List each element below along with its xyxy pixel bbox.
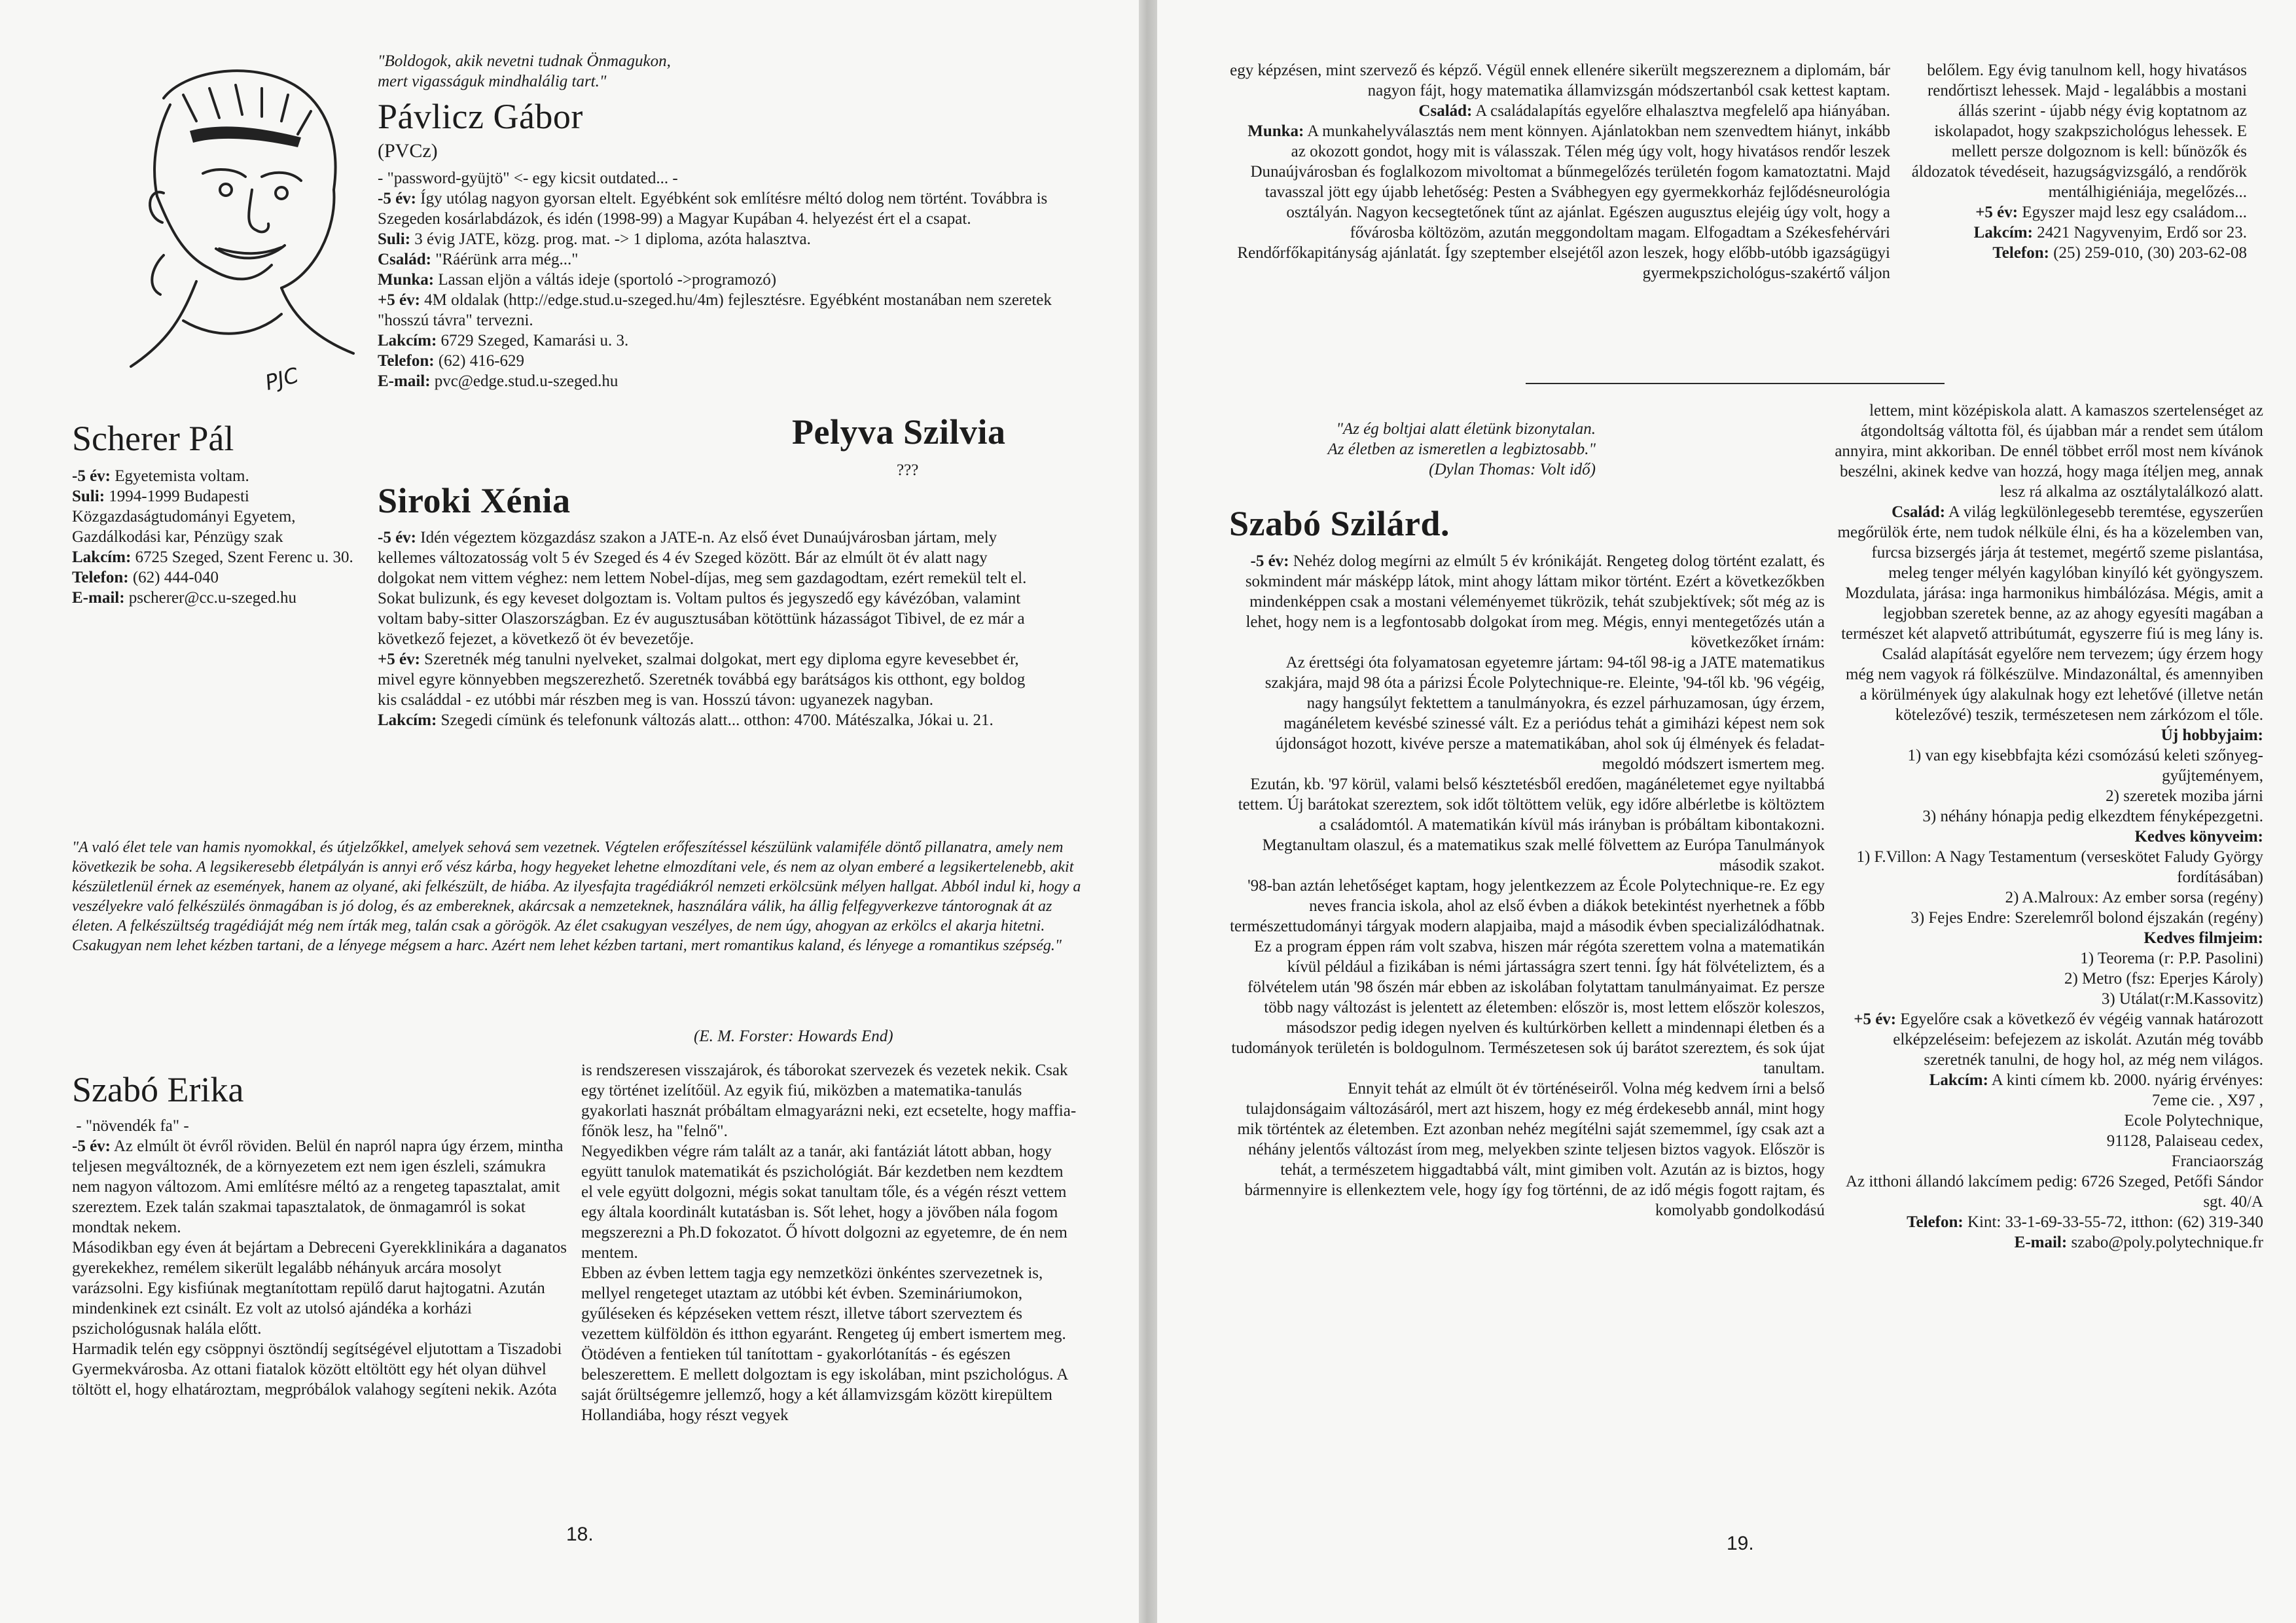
bio-line <box>1229 1079 1829 1160</box>
bio-line <box>1835 644 2268 725</box>
field-text: 1) van egy kisebbfajta kézi csomózású keleti szőnyeg-gyűjteményem, <box>1899 747 2263 785</box>
bio-line <box>1835 502 2268 644</box>
page-number: 19. <box>1727 1533 1754 1554</box>
field-text: tehát, a természetem higgadtabbá vált, mint gimiben volt. Azután az is biztos, hogy bármennyire is ellenkeztem vele, hogy így fog történni, de az idő mégis fogott rajtam, és komolyabb gondolkodású <box>1244 1161 1829 1219</box>
field-label: +5 év: <box>1975 204 2018 221</box>
bio-line <box>1907 223 2247 243</box>
field-text: 7eme cie. , X97 , <box>2135 1092 2263 1109</box>
bio-line <box>1229 101 1890 121</box>
bio-line <box>72 486 353 547</box>
bio-line <box>1835 1151 2263 1171</box>
bio-line <box>1835 928 2263 948</box>
bio-line <box>378 351 1052 371</box>
bio-line <box>378 710 1045 730</box>
forster-source: (E. M. Forster: Howards End) <box>694 1027 893 1045</box>
bio-line <box>1229 855 1825 876</box>
quote-line: mert vigasságuk mindhalálig tart." <box>378 73 607 90</box>
field-text: Harmadik telén egy csöppnyi ösztöndíj segítségével eljutottam a Tiszadobi Gyermekvárosba. Az ottani fiatalok között eltöltött egy hét olyan dühvel töltött el, hogy elhatároztam, megpróbálok valahogy segíteni nekik. Azóta <box>72 1340 566 1399</box>
bio-line <box>1229 652 1829 774</box>
bio-line <box>1835 969 2263 989</box>
bio-line <box>1835 745 2263 786</box>
field-text: Az érettségi óta folyamatosan egyetemre jártam: 94-től 98-ig a JATE matematikus szakjára, majd 98 óta a párizsi École Polytechnique-re. Eleinte, '94-től kb. '96 végéig, nagy hangsúlyt fektettem a tanulmányokra, és ezzel párhuzamosan, úgy érzem, magánéletem kevésbé szinessé vált. Ez a periódus tehát a gimiházi képest nem sok újdonságot hozott, kivéve persze a matematikában, ahol sok új élmények és feladat-megoldó módszert ismertem meg. <box>1265 654 1829 773</box>
field-label: -5 év: <box>72 467 111 485</box>
bio-line <box>1835 806 2263 827</box>
field-text: - "password-gyüjtö" <- egy kicsit outdated... - <box>378 169 678 187</box>
field-label: Telefon: <box>1907 1213 1964 1231</box>
bio-line <box>1229 121 1895 283</box>
field-label: Család: <box>1418 102 1473 120</box>
field-text: 1) Teorema (r: P.P. Pasolini) <box>2072 950 2263 967</box>
scherer-name: Scherer Pál <box>72 419 234 458</box>
bio-line <box>378 229 1052 249</box>
field-text: Így utólag nagyon gyorsan eltelt. Egyébként sok említésre méltó dolog nem történt. Továbbra is Szegeden kosárlabdázok, és idén (1998-99) a Magyar Kupában 4. helyezést ért el a csapat. <box>378 190 1052 228</box>
quote-line: "Az ég boltjai alatt életünk bizonytalan. <box>1336 420 1596 438</box>
left-page <box>0 0 1139 1623</box>
bio-line <box>1229 1160 1829 1221</box>
field-text: Franciaország <box>2155 1152 2263 1170</box>
bio-line <box>1229 551 1829 632</box>
field-label: Suli: <box>72 488 105 505</box>
bio-line <box>1229 632 1825 652</box>
right-page <box>1157 0 2296 1623</box>
paragraph: Ötödéven a fentieken túl tanítottam - gyakorlótanítás - és egészen beleszerettem. E mellett dolgoztam is egy iskolában, mint pszichológus. A saját őrültségemre jellemző, hogy a két államvizsgám között kirepültem Hollandiába, hogy részt vegyek <box>581 1346 1067 1424</box>
field-label: Lakcím: <box>1929 1071 1988 1089</box>
bio-line <box>378 270 1052 290</box>
field-text: 3) Fejes Endre: Szerelemről bolond éjszakán (regény) <box>1902 909 2263 927</box>
field-text: A munkahelyválasztás nem ment könnyen. Ajánlatokban nem szenvedtem hiányt, inkább az okozott gondot, hogy mit is válasszak. Télen még úgy volt, hogy hivatásos rendőr leszek Dunaújvárosban és foglalkozom mivoltomat a bűnmegelőzés területén fogom kamatoztatni. Majd tavasszal jött egy újabb lehetőség: Pesten a Svábhegyen egy gyermekkorház fejlődésneurológia osztályán. Nagyon kecsegtetőnek tűnt az ajánlat. Egészen augusztus elejéig úgy volt, hogy a fővárosba költözöm, azután meggondoltam magam. Elfogadtam a Székesfehérvári Rendőrfőkapitányság ajánlatát. Így szeptember elsejétől azon leszek, hogy előbb-utóbb igazságügyi gyermekpszichológus-szakértő váljon <box>1237 122 1895 282</box>
field-text: Nehéz dolog megírni az elmúlt 5 év krónikáját. Rengeteg dolog történt ezalatt, és sokmindent már másképp látok, mint ahogy láttam mikor történt. Ezért a következőkben mindenképpen csak a mostani véleményemet tükrözik, tehát szubjektívek; sőt még az is lehet, hogy nem is a legfontosabb dolgokat írom meg. Mégis, ennyi mentegetőzés után a <box>1245 552 1829 631</box>
erika-col1 <box>72 1116 569 1400</box>
field-text: Az itthoni állandó lakcímem pedig: 6726 Szeged, Petőfi Sándor sgt. 40/A <box>1837 1173 2268 1211</box>
field-text: Másodikban egy éven át bejártam a Debreceni Gyerekklinikára a daganatos gyerekekhez, remélem sikerült legalább néhányuk arcára mosolyt varázsolni. Egy kisfiúnak megtanítottam repülő darut hajtogatni. Azután mindenkinek ezt csinált. Ez volt az utolsó ajándéka a korházi pszichológusnak halála előtt. <box>72 1239 571 1338</box>
field-label: Lakcím: <box>378 332 437 349</box>
bio-line <box>72 547 353 567</box>
section-divider <box>1526 383 1945 384</box>
field-text: 2) szeretek moziba járni <box>2097 787 2263 805</box>
field-text: belőlem. Egy évig tanulnom kell, hogy hivatásos rendőrtiszt lehessek. Majd - legalábbis a mostani állás szerint - újabb négy évig koptatnom az iskolapadot, hogy szakpszichológus lehessek. E mellett persze dolgoznom is kell: bűnözők és áldozatok tévedéseit, hazugságvizsgáló, a rendőrök mentálhigiéniája, megelőzés... <box>1911 62 2251 201</box>
bio-line <box>1229 876 1829 1079</box>
bio-line <box>1835 725 2263 745</box>
field-label: Telefon: <box>378 352 435 370</box>
field-text: 1) F.Villon: A Nagy Testamentum (verseskötet Faludy György fordításában) <box>1848 848 2268 886</box>
bio-line <box>1907 243 2247 263</box>
bio-line <box>1835 887 2263 908</box>
field-label: -5 év: <box>378 190 416 207</box>
field-text: 91128, Palaiseau cedex, <box>2090 1132 2263 1150</box>
bio-line <box>1907 202 2247 223</box>
field-text: Egyetemista voltam. <box>111 467 249 485</box>
bio-line <box>378 527 1045 649</box>
field-text: Szegedi címünk és telefonunk változás alatt... otthon: 4700. Mátészalka, Jókai u. 21. <box>437 711 994 729</box>
bio-line <box>378 371 1052 391</box>
caricature-signature: PJC <box>262 363 302 395</box>
field-text: lettem, mint középiskola alatt. A kamaszos szertelenséget az átgondoltság váltotta föl, és újabban már a rendet sem útálom annyira, mint akkoriban. De ennél többet erről most nem kívánok beszélni, akinek kedve van hozzá, hogy maga ítéljen meg, annak lesz rá alkalma az osztálytalálkozó alatt. <box>1835 402 2268 501</box>
field-text: (62) 444-040 <box>128 569 219 586</box>
bio-line <box>378 649 1045 710</box>
pelyva-text: ??? <box>897 461 919 479</box>
bio-line <box>1835 1009 2268 1070</box>
bio-line <box>72 588 353 608</box>
field-text: pscherer@cc.u-szeged.hu <box>124 589 297 607</box>
bio-line <box>378 188 1052 229</box>
pavlicz-quote <box>378 51 744 92</box>
caricature-icon <box>85 59 360 425</box>
field-label: -5 év: <box>1250 552 1289 570</box>
field-label: Lakcím: <box>72 548 132 566</box>
field-text: Szeretnék még tanulni nyelveket, szalmai dolgokat, mert egy diploma egyre kevesebbet ér, mivel egyre könnyebben megszerezhető. Szeretnék továbbá egy barátságos kis otthont, egy boldog kis családdal - ez utóbbi már részben meg is van. Hosszú távon: ugyanezek nagyban. <box>378 651 1030 709</box>
bio-line <box>1835 1131 2263 1151</box>
field-label: Család: <box>1892 503 1946 521</box>
paragraph: Ebben az évben lettem tagja egy nemzetközi önkéntes szervezetnek is, mellyel rengeteget utaztam az utóbbi két évben. Szemináriumokon, gyűléseken és képzéseken vettem részt, illetve tábort szerveztem és vezettem külföldön és itthon egyaránt. Rengeteg új embert ismertem meg. <box>581 1264 1066 1343</box>
field-text: Lassan eljön a váltás ideje (sportoló ->programozó) <box>434 271 777 289</box>
pavlicz-name: Pávlicz Gábor <box>378 97 583 136</box>
field-label: Kedves filmjeim: <box>2144 929 2263 947</box>
quote-line: "Boldogok, akik nevetni tudnak Önmagukon, <box>378 52 671 70</box>
field-text: Kint: 33-1-69-33-55-72, itthon: (62) 319-340 <box>1963 1213 2263 1231</box>
quote-source: (Dylan Thomas: Volt idő) <box>1429 461 1596 478</box>
field-text: 2) A.Malroux: Az ember sorsa (regény) <box>1997 889 2263 906</box>
bio-line <box>1835 908 2263 928</box>
field-text: 4M oldalak (http://edge.stud.u-szeged.hu/4m) fejlesztésre. Egyébként mostanában nem szeretek "hosszú távra" tervezni. <box>378 291 1056 329</box>
field-text: egy képzésen, mint szervező és képző. Végül ennek ellenére sikerült megszereznem a diplomám, bár nagyon fájt, hogy matematika államvizsgán módszertanból csak kettest kaptam. <box>1230 62 1895 99</box>
field-text: szabo@poly.polytechnique.fr <box>2067 1234 2263 1251</box>
pavlicz-nick: (PVCz) <box>378 140 438 162</box>
field-text: A kinti címem kb. 2000. nyárig érvényes: <box>1988 1071 2263 1089</box>
field-label: -5 év: <box>378 529 416 546</box>
field-text: következőket írnám: <box>1691 633 1825 651</box>
bio-line <box>1835 1232 2263 1253</box>
bio-line <box>1229 60 1895 101</box>
szilard-name: Szabó Szilárd. <box>1229 504 1450 543</box>
field-label: +5 év: <box>378 651 420 668</box>
field-text: Ennyit tehát az elmúlt öt év történéseiről. Volna még kedvem írni a belső tulajdonságaim változásáról, mert azt hiszem, hogy ez még érdekesebb annál, mint hogy mik történtek az életemben. Ezt azonban nehéz megítélni saját szememmel, így csak azt a néhány jelentős változást írom meg, melyekben szinte teljesen biztos vagyok. Először is <box>1237 1080 1829 1158</box>
page-number: 18. <box>566 1524 594 1545</box>
scherer-bio <box>72 466 353 608</box>
field-label: +5 év: <box>378 291 420 309</box>
field-label: +5 év: <box>1854 1010 1897 1028</box>
bio-line <box>1835 1212 2263 1232</box>
szilard-col1 <box>1229 551 1829 1221</box>
field-label: E-mail: <box>2014 1234 2068 1251</box>
field-text: A családalapítás egyelőre elhalasztva megfelelő apa hiányában. <box>1472 102 1890 120</box>
erika-col2 <box>581 1060 1079 1425</box>
field-label: Lakcím: <box>1973 224 2033 241</box>
field-text: Egyszer majd lesz egy családom... <box>2018 204 2247 221</box>
erika-continued-col1 <box>1229 60 1895 283</box>
bio-line <box>1835 827 2263 847</box>
quote-line: Az életben az ismeretlen a legbiztosabb." <box>1327 440 1596 458</box>
field-text: 1994-1999 Budapesti Közgazdaságtudományi Egyetem, Gazdálkodási kar, Pénzügy szak <box>72 488 300 546</box>
field-label: E-mail: <box>72 589 125 607</box>
caricature-drawing <box>85 59 360 425</box>
bio-line <box>1835 989 2263 1009</box>
field-text: Ezután, kb. '97 körül, valami belső késztetésből eredően, magánéletemet egye nyiltabbá tettem. Új barátokat szereztem, sok időt töltöttem velük, egy időre albérletbe is költöztem a családomtól. A matematikán kívül más irányban is próbáltam kibontakozni. Megtanultam olaszul, és a matematikus szak mellé fölvettem az Európa Tanulmányok <box>1234 776 1829 854</box>
field-text: "Ráérünk arra még..." <box>431 251 579 268</box>
erika-continued-col2 <box>1907 60 2251 263</box>
szilard-col2 <box>1835 401 2268 1253</box>
bio-line <box>1835 1111 2263 1131</box>
siroki-name: Siroki Xénia <box>378 481 571 520</box>
bio-line <box>1835 948 2263 969</box>
field-label: Telefon: <box>1992 244 2049 262</box>
bio-line <box>72 1339 569 1400</box>
field-text: (62) 416-629 <box>434 352 525 370</box>
field-text: második szakot. <box>1719 857 1825 874</box>
field-label: Munka: <box>1247 122 1304 140</box>
field-label: Család: <box>378 251 431 268</box>
field-text: 6729 Szeged, Kamarási u. 3. <box>437 332 629 349</box>
field-label: Suli: <box>378 230 411 248</box>
bio-line <box>72 567 353 588</box>
paragraph: Negyedikben végre rám talált az a tanár, aki fantáziát látott abban, hogy együtt tanulok matematikát és pszichológiát. Bár kezdetben nem kezdtem el vele együtt dolgozni, mégis sokat tanultam tőle, és a végén részt vettem egy általa koordinált kutatásban is. Sőt lehet, hogy a jövőben nála fogom megszerezni a Ph.D fokozatot. Ő hívott dolgozni az egyetemre, de én nem mentem. <box>581 1143 1067 1262</box>
field-text: pvc@edge.stud.u-szeged.hu <box>430 372 619 390</box>
field-text: 3) Utálat(r:M.Kassovitz) <box>2093 990 2263 1008</box>
pelyva-name: Pelyva Szilvia <box>792 412 1006 452</box>
field-text: Az elmúlt öt évről röviden. Belül én napról napra úgy érzem, mintha teljesen megváltoznék, de a környezetem ezt nem igen észleli, számukra nem nagyon változom. Ami említésre méltó az a rengeteg tapasztalat, amit szereztem. Ezek talán szakmai tapasztalatok, de önmagamról is sokat mondtak nekem. <box>72 1137 567 1236</box>
field-text: 6725 Szeged, Szent Ferenc u. 30. <box>131 548 353 566</box>
field-label: Új hobbyjaim: <box>2161 726 2263 744</box>
bio-line <box>378 168 1052 188</box>
bio-line <box>378 290 1056 330</box>
field-text: Egyelőre csak a következő év végéig vannak határozott elképzeléseim: befejezem az iskolát. Azután még tovább szeretnék tanulni, de hogy hol, az még nem világos. <box>1893 1010 2268 1069</box>
bio-line <box>1907 60 2251 202</box>
field-text: (25) 259-010, (30) 203-62-08 <box>2049 244 2247 262</box>
field-text: 3) néhány hónapja pedig elkezdtem fényképezgetni. <box>1914 808 2263 825</box>
forster-quote: "A való élet tele van hamis nyomokkal, és útjelzőkkel, amelyek sehová sem vezetnek. Végtelen erőfeszítéssel készülünk valamiféle döntő pillanatra, amely nem következik be soha. A legsikeresebb életpályán is annyi erő vész kárba, hogy hegyeket lehetne elmozdítani vele, és nem az olyan emberé a legsikertelenebb, akit készületlenül érnek az események, hanem az olyané, aki felkészült, de hiába. Az ilyesfajta tragédiákról nemzeti erkölcsünk mélyen hallgat. Abból indul ki, hogy a veszélyekre való felkészülés önmagában is jó dolog, és az embereknek, akárcsak a nemzeteknek, használára válik, ha állig felfegyverkezve tántorognak át az életen. A felkészültség tragédiáját még nem írták meg, talán csak a görögök. Az élet csakugyan veszélyes, de nem úgy, ahogyan az erkölcs el akarja hitetni. Csakugyan nem lehet kézben tartani, de a lényege mégsem a harc. Azért nem lehet kézben tartani, mert romantikus kaland, és lényege a romantikus szépség." <box>72 839 1081 954</box>
field-label: -5 év: <box>72 1137 111 1155</box>
paragraph: is rendszeresen visszajárok, és táborokat szervezek és vezetek nekik. Csak egy történet izelítőül. Az egyik fiú, miközben a matematika-tanulás gyakorlati hasznát próbáltam elmagyarázni neki, ezt ecsetelte, hogy maffia-főnök lesz, ha "felnő". <box>581 1061 1077 1140</box>
bio-line <box>1835 1090 2263 1111</box>
field-text: - "növendék fa" - <box>72 1117 189 1135</box>
bio-line <box>1835 401 2268 502</box>
bio-line <box>1835 847 2268 887</box>
erika-name: Szabó Erika <box>72 1070 244 1109</box>
field-text: Idén végeztem közgazdász szakon a JATE-n. Az első évet Dunaújvárosban jártam, mely kellemes változatosság volt 5 év Szeged és 4 év Szeged között. Bár az elmúlt öt év alatt nagy dolgokat nem vittem véghez: nem lettem Nobel-díjas, meg sem gazdagodtam, ezért remekül telt el. Sokat bulizunk, és egy keveset dolgoztam is. Voltam pultos és jegyszedő egy kávézóban, valamint voltam baby-sitter Olaszországban. Ez év augusztusában kötöttünk házasságot Tibivel, de ez már a következő fejezet, a következő öt év bevezetője. <box>378 529 1031 648</box>
field-text: Ecole Polytechnique, <box>2108 1112 2263 1130</box>
field-text: 3 évig JATE, közg. prog. mat. -> 1 diploma, azóta halasztva. <box>410 230 811 248</box>
bio-line <box>1835 1070 2263 1090</box>
bio-line <box>378 249 1052 270</box>
bio-line <box>378 330 1052 351</box>
field-text: '98-ban aztán lehetőséget kaptam, hogy jelentkezzem az École Polytechnique-re. Ez egy neves francia iskola, ahol az első évben a diákok betekintést nyerhetnek a főbb természettudományi tárgyak modern alapjaiba, majd a második évben specializálódhatnak. Ez a program éppen rám volt szabva, hiszen már régóta szerettem volna a matematikán kívül például a fizikában is némi jártasságra szert tenni. Így hát fölvételiztem, és a fölvételem után '98 őszén már ebben az iskolában folytattam tanulmányaimat. Ez persze több nagy változást is jelentett az életemben: először is, most lettem először koleszos, másodszor pedig idegen nyelven és kultúrkörben kellett a mindennapi életben és a tudományok területén is boldogulnom. Természetesen sok új barátot szereztem, és sok újat tanultam. <box>1230 877 1829 1077</box>
pavlicz-bio <box>378 168 1056 391</box>
field-label: Telefon: <box>72 569 129 586</box>
bio-line <box>1229 774 1829 855</box>
szilard-quote <box>1229 419 1596 480</box>
bio-line <box>72 1136 569 1238</box>
book-gutter <box>1139 0 1157 1623</box>
bio-line <box>72 466 353 486</box>
bio-line <box>1835 786 2263 806</box>
bio-line <box>72 1238 569 1339</box>
bio-line <box>72 1116 569 1136</box>
field-text: 2) Metro (fsz: Eperjes Károly) <box>2056 970 2263 988</box>
bio-line <box>1835 1171 2268 1212</box>
field-label: Munka: <box>378 271 435 289</box>
field-label: E-mail: <box>378 372 431 390</box>
siroki-bio <box>378 527 1045 730</box>
field-label: Lakcím: <box>378 711 437 729</box>
field-text: A világ legkülönlegesebb teremtése, egyszerűen megőrülök érte, nem tudok nélküle élni, és ha a közelemben van, furcsa bizsergés járja át testemet, megértő szeme pislantása, meleg tenger mélyén kagylóban kinyíló két gyöngyszem. Mozdulata, járása: inga harmonikus himbálózása. Mégis, amit a legjobban szeretek benne, az az ahogy egyesíti magában a természet két alapvető attribútumát, egyszerre fiú is meg lány is. <box>1837 503 2268 643</box>
field-text: Család alapítását egyelőre nem tervezem; úgy érzem hogy még nem vagyok rá fölkészülve. Mindazonáltal, és amennyiben a körülmények úgy alakulnak hogy ezt lehetővé (illetve netán kötelezővé) teszik, természetesen nem zárkózom el tőle. <box>1846 645 2268 724</box>
field-text: 2421 Nagyvenyim, Erdő sor 23. <box>2032 224 2247 241</box>
field-label: Kedves könyveim: <box>2134 828 2263 846</box>
